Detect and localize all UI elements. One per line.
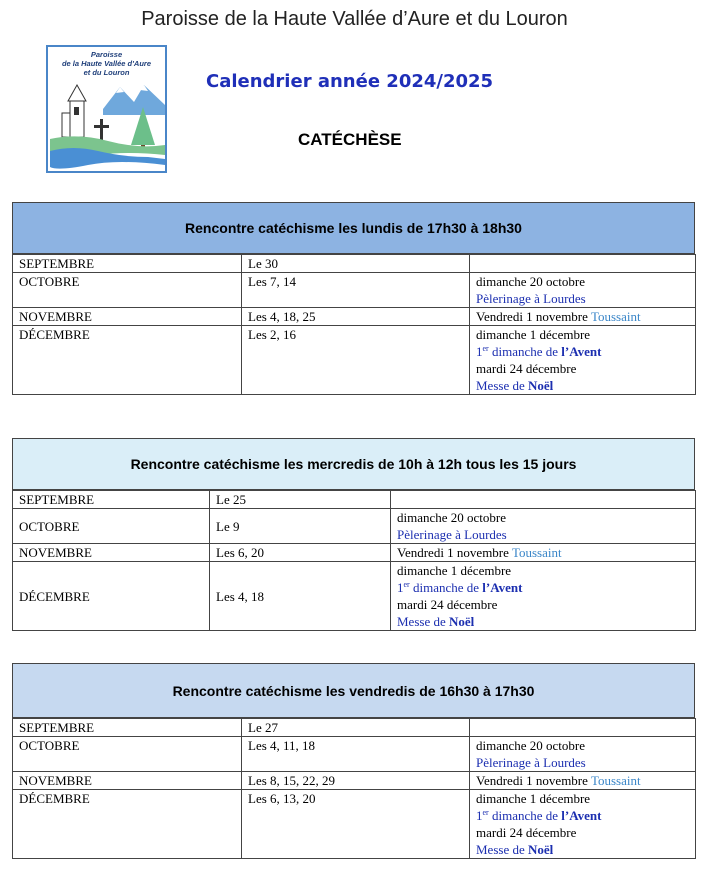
month-cell: SEPTEMBRE	[13, 255, 242, 273]
month-cell: SEPTEMBRE	[13, 491, 210, 509]
block-header: Rencontre catéchisme les vendredis de 16h30 à 17h30	[12, 663, 695, 718]
event-cell: Vendredi 1 novembre Toussaint	[470, 308, 696, 326]
dates-cell: Le 27	[242, 719, 470, 737]
event-cell	[470, 255, 696, 273]
logo-text: Paroisse de la Haute Vallée d'Aure et du Louron	[61, 50, 152, 77]
table-row	[13, 326, 696, 395]
dates-cell: Les 7, 14	[242, 273, 470, 308]
month-cell: OCTOBRE	[13, 273, 242, 308]
month-cell: NOVEMBRE	[13, 308, 242, 326]
dates-cell: Les 6, 13, 20	[242, 790, 470, 859]
schedule-block-monday	[12, 202, 695, 395]
table-row	[13, 562, 696, 631]
dates-cell: Les 2, 16	[242, 326, 470, 395]
table-row	[13, 509, 696, 544]
event-cell: dimanche 20 octobre Pèlerinage à Lourdes	[470, 273, 696, 308]
event-cell: dimanche 1 décembre 1er dimanche de l’Avent mardi 24 décembre Messe de Noël	[470, 326, 696, 395]
table-row	[13, 491, 696, 509]
block-header: Rencontre catéchisme les mercredis de 10h à 12h tous les 15 jours	[12, 438, 695, 490]
event-cell: Vendredi 1 novembre Toussaint	[391, 544, 696, 562]
table-row	[13, 737, 696, 772]
table-row	[13, 544, 696, 562]
dates-cell: Les 4, 18	[210, 562, 391, 631]
dates-cell: Les 4, 11, 18	[242, 737, 470, 772]
table-row	[13, 255, 696, 273]
month-cell: NOVEMBRE	[13, 772, 242, 790]
schedule-table	[12, 718, 696, 859]
event-cell	[470, 719, 696, 737]
dates-cell: Le 30	[242, 255, 470, 273]
table-row	[13, 719, 696, 737]
calendar-title: Calendrier année 2024/2025	[206, 71, 494, 92]
event-cell: dimanche 20 octobre Pèlerinage à Lourdes	[470, 737, 696, 772]
month-cell: NOVEMBRE	[13, 544, 210, 562]
table-row	[13, 308, 696, 326]
event-cell: Vendredi 1 novembre Toussaint	[470, 772, 696, 790]
event-cell: dimanche 1 décembre 1er dimanche de l’Avent mardi 24 décembre Messe de Noël	[470, 790, 696, 859]
event-cell	[391, 491, 696, 509]
month-cell: SEPTEMBRE	[13, 719, 242, 737]
month-cell: DÉCEMBRE	[13, 790, 242, 859]
table-row	[13, 790, 696, 859]
parish-title: Paroisse de la Haute Vallée d’Aure et du Louron	[141, 8, 568, 30]
month-cell: OCTOBRE	[13, 509, 210, 544]
event-cell: dimanche 20 octobre Pèlerinage à Lourdes	[391, 509, 696, 544]
schedule-block-friday	[12, 663, 695, 859]
table-row	[13, 273, 696, 308]
dates-cell: Les 8, 15, 22, 29	[242, 772, 470, 790]
month-cell: OCTOBRE	[13, 737, 242, 772]
schedule-table	[12, 254, 696, 395]
month-cell: DÉCEMBRE	[13, 326, 242, 395]
section-title: CATÉCHÈSE	[298, 130, 402, 149]
dates-cell: Le 25	[210, 491, 391, 509]
parish-logo	[46, 45, 167, 173]
month-cell: DÉCEMBRE	[13, 562, 210, 631]
schedule-block-wednesday	[12, 438, 695, 631]
block-header: Rencontre catéchisme les lundis de 17h30 à 18h30	[12, 202, 695, 254]
dates-cell: Les 6, 20	[210, 544, 391, 562]
schedule-table	[12, 490, 696, 631]
dates-cell: Les 4, 18, 25	[242, 308, 470, 326]
event-cell: dimanche 1 décembre 1er dimanche de l’Avent mardi 24 décembre Messe de Noël	[391, 562, 696, 631]
dates-cell: Le 9	[210, 509, 391, 544]
table-row	[13, 772, 696, 790]
